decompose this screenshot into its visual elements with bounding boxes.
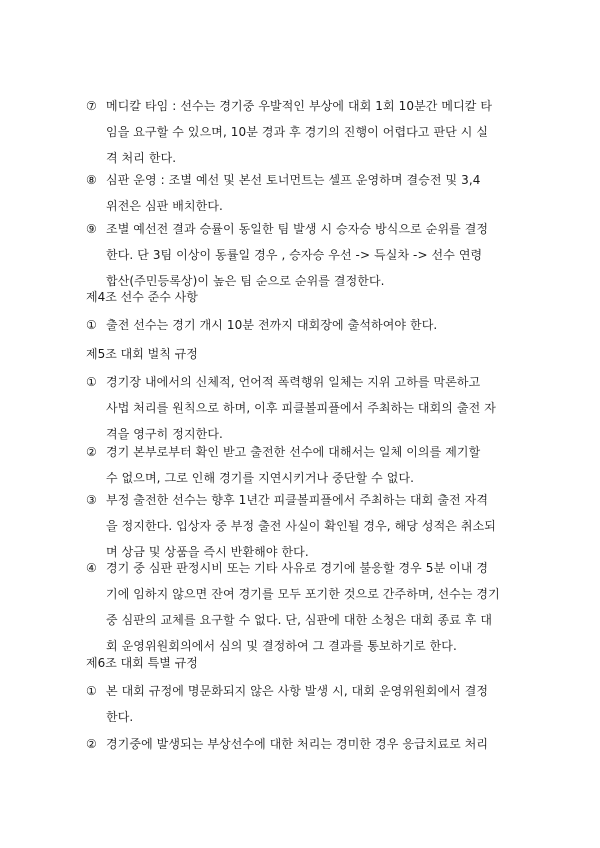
item-marker: ③ — [86, 493, 97, 507]
section6-item-1 — [86, 678, 526, 730]
item-line: 메디칼 타임 : 선수는 경기중 우발적인 부상에 대회 1회 10분간 메디칼 타 — [106, 99, 493, 113]
item-line: 격을 영구히 정지한다. — [106, 427, 223, 441]
item-line: 합산(주민등록상)이 높은 팀 순으로 순위를 결정한다. — [106, 274, 385, 288]
item-marker: ⑧ — [86, 173, 97, 187]
rule-item-9 — [86, 216, 526, 294]
item-marker: ② — [86, 445, 97, 459]
item-marker: ① — [86, 684, 97, 698]
section-heading-6: 제6조 대회 특별 규정 — [86, 656, 198, 670]
item-marker: ② — [86, 737, 97, 751]
item-marker: ① — [86, 318, 97, 332]
item-line: 부정 출전한 선수는 향후 1년간 피클볼피플에서 주최하는 대회 출전 자격 — [106, 493, 489, 507]
section5-item-1 — [86, 369, 526, 447]
section5-item-2 — [86, 439, 526, 491]
rule-item-8 — [86, 167, 526, 219]
section5-item-4 — [86, 555, 526, 659]
item-marker: ⑨ — [86, 222, 97, 236]
item-line: 한다. 단 3팀 이상이 동률일 경우 , 승자승 우선 -> 득실차 -> 선수 연령 — [106, 248, 483, 262]
item-marker: ④ — [86, 561, 97, 575]
section4-item-1 — [86, 312, 526, 338]
item-line: 며 상금 및 상품을 즉시 반환해야 한다. — [106, 545, 309, 559]
item-line: 을 정지한다. 입상자 중 부정 출전 사실이 확인될 경우, 해당 성적은 취소되 — [106, 519, 496, 533]
item-line: 출전 선수는 경기 개시 10분 전까지 대회장에 출석하여야 한다. — [106, 318, 438, 332]
item-line: 한다. — [106, 710, 134, 724]
item-line: 조별 예선전 결과 승률이 동일한 팀 발생 시 승자승 방식으로 순위를 결정 — [106, 222, 489, 236]
item-line: 임을 요구할 수 있으며, 10분 경과 후 경기의 진행이 어렵다고 판단 시 실 — [106, 125, 489, 139]
item-line: 본 대회 규정에 명문화되지 않은 사항 발생 시, 대회 운영위원회에서 결정 — [106, 684, 489, 698]
item-line: 위전은 심판 배치한다. — [106, 199, 223, 213]
item-marker: ⑦ — [86, 99, 97, 113]
item-line: 경기 중 심판 판정시비 또는 기타 사유로 경기에 불응할 경우 5분 이내 경 — [106, 561, 489, 575]
item-line: 회 운영위원회의에서 심의 및 결정하여 그 결과를 통보하기로 한다. — [106, 639, 457, 653]
item-line: 기에 임하지 않으면 잔여 경기를 모두 포기한 것으로 간주하며, 선수는 경기 — [106, 587, 500, 601]
item-line: 격 처리 한다. — [106, 151, 177, 165]
item-line: 경기장 내에서의 신체적, 언어적 폭력행위 일체는 지위 고하를 막론하고 — [106, 375, 481, 389]
item-line: 경기중에 발생되는 부상선수에 대한 처리는 경미한 경우 응급치료로 처리 — [106, 737, 489, 751]
item-line: 수 없으며, 그로 인해 경기를 지연시키거나 중단할 수 없다. — [106, 471, 415, 485]
section6-item-2 — [86, 731, 526, 757]
item-marker: ① — [86, 375, 97, 389]
item-line: 경기 본부로부터 확인 받고 출전한 선수에 대해서는 일체 이의를 제기할 — [106, 445, 481, 459]
item-line: 사법 처리를 원칙으로 하며, 이후 피클볼피플에서 주최하는 대회의 출전 자 — [106, 401, 496, 415]
rule-item-7 — [86, 93, 526, 171]
section-heading-5: 제5조 대회 벌칙 규정 — [86, 347, 198, 361]
section5-item-3 — [86, 487, 526, 565]
item-line: 중 심판의 교체를 요구할 수 없다. 단, 심판에 대한 소청은 대회 종료 후 대 — [106, 613, 493, 627]
item-line: 심판 운영 : 조별 예선 및 본선 토너먼트는 셀프 운영하며 결승전 및 3,4 — [106, 173, 481, 187]
section-heading-4: 제4조 선수 준수 사항 — [86, 290, 198, 304]
